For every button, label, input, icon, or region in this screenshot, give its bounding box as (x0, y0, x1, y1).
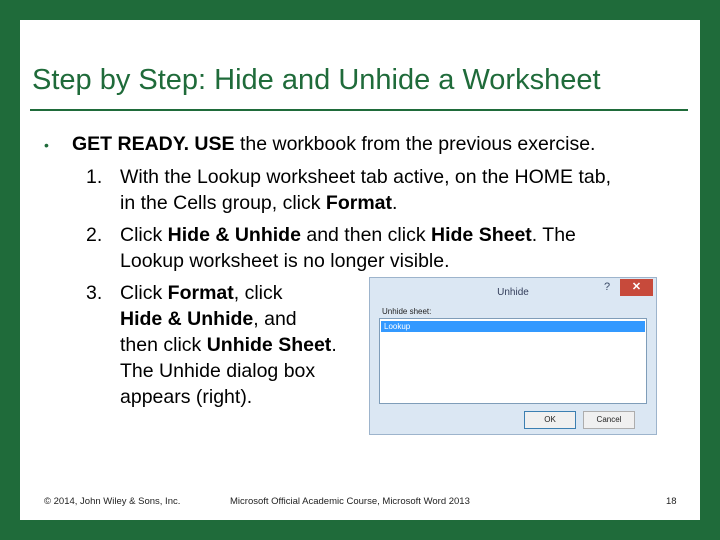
format-command: Format (167, 282, 234, 304)
step-1-line-2 (120, 190, 397, 216)
unhide-sheet-label: Unhide sheet: (382, 307, 432, 316)
step-2-text-mid: and then click (300, 224, 432, 246)
unhide-dialog (369, 277, 657, 435)
step-3-line-2 (120, 306, 297, 332)
close-button[interactable]: ✕ (620, 279, 653, 296)
bullet-rest-text: the workbook from the previous exercise. (234, 133, 596, 155)
step-2-line-2: Lookup worksheet is no longer visible. (120, 250, 450, 272)
step-1-text: in the Cells group, click (120, 192, 326, 214)
step-1-line-1: With the Lookup worksheet tab active, on the HOME tab, (120, 166, 612, 188)
step-3-text: Click (120, 282, 168, 304)
get-ready-text: GET READY. USE (72, 133, 235, 155)
footer-course: Microsoft Official Academic Course, Microsoft Word 2013 (230, 496, 470, 507)
hide-unhide-command: Hide & Unhide (120, 308, 254, 330)
dialog-title: Unhide (497, 287, 529, 298)
hide-sheet-command: Hide Sheet (431, 224, 532, 246)
step-3-line-3 (120, 332, 337, 358)
step-3-line-4: The Unhide dialog box (120, 360, 316, 382)
unhide-sheet-command: Unhide Sheet (206, 334, 332, 356)
bullet-marker: • (44, 137, 49, 153)
step-3-period: . (331, 334, 337, 356)
sheet-list[interactable] (379, 318, 647, 404)
list-item[interactable]: Lookup (381, 321, 645, 332)
step-2-text: Click (120, 224, 168, 246)
step-3-number: 3. (86, 282, 103, 304)
step-3-line-1 (120, 280, 283, 306)
step-3-line-5: appears (right). (120, 386, 253, 408)
ok-button[interactable]: OK (524, 411, 576, 429)
format-command: Format (325, 192, 393, 214)
step-1-number: 1. (86, 166, 103, 188)
footer-copyright: © 2014, John Wiley & Sons, Inc. (44, 496, 181, 507)
step-2-number: 2. (86, 224, 103, 246)
cancel-button[interactable]: Cancel (583, 411, 635, 429)
step-3-text-and: , and (253, 308, 297, 330)
page-number: 18 (666, 496, 677, 507)
step-2-text-end: . The (531, 224, 576, 246)
bullet-line (72, 131, 595, 157)
step-1-period: . (392, 192, 398, 214)
step-3-text-then: then click (120, 334, 207, 356)
step-3-text-end: , click (233, 282, 283, 304)
title-divider (30, 109, 688, 111)
hide-unhide-command: Hide & Unhide (167, 224, 301, 246)
help-icon[interactable]: ? (603, 281, 611, 293)
slide-title: Step by Step: Hide and Unhide a Worksheet (32, 64, 601, 96)
step-2-line-1 (120, 222, 576, 248)
